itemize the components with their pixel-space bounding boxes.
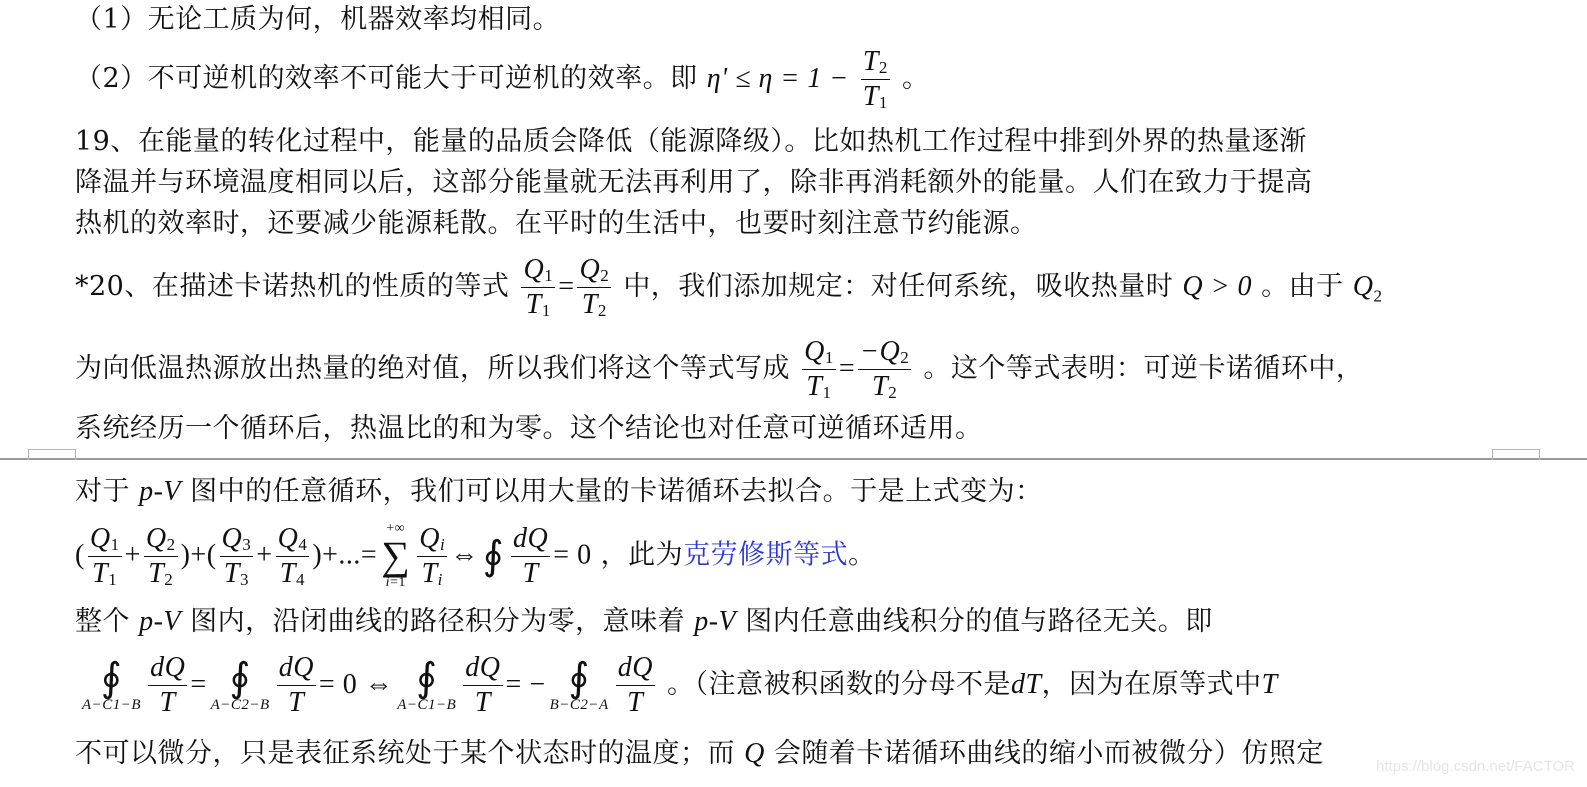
q2-over-t2: $\frac{Q_2}{T_2}$	[579, 254, 610, 320]
paragraph-20-line-3: 系统经历一个循环后，热温比的和为零。这个结论也对任意可逆循环适用。	[75, 413, 983, 444]
lower-line-5	[75, 736, 1324, 772]
t2-over-t1: $\frac{T_2}{T_1}$	[862, 46, 888, 112]
q-positive: Q > 0	[1182, 271, 1253, 302]
paragraph-19-line-2: 降温并与环境温度相同以后，这部分能量就无法再利用了，除非再消耗额外的能量。人们在致力于提高	[75, 167, 1313, 198]
q4t4: $\frac{Q_4}{T_4}$	[277, 522, 308, 589]
p20-abs: 为向低温热源放出热量的绝对值，所以我们将这个等式写成	[75, 353, 790, 384]
l5-text: 会随着卡诺循环曲线的缩小而被微分）仿照定	[773, 738, 1324, 769]
q-symbol: Q	[744, 738, 765, 769]
p20-shows: 。这个等式表明：可逆卡诺循环中，	[923, 353, 1364, 384]
l1-text: 图中的任意循环，我们可以用大量的卡诺循环去拟合。于是上式变为：	[190, 476, 1043, 507]
point-2	[75, 48, 929, 111]
dq-t-3: $\frac{dQ}{T}$	[465, 652, 501, 718]
pv-label: p-V	[139, 476, 182, 507]
note-prefix: 。（注意被积函数的分母不是	[667, 669, 1012, 700]
paragraph-19-line-3: 热机的效率时，还要减少能源耗散。在平时的生活中，也要时刻注意节约能源。	[75, 208, 1038, 239]
eq-tail: ，此为	[600, 539, 684, 571]
p20-rule: 中，我们添加规定：对任何系统，吸收热量时	[623, 271, 1174, 302]
path-integral-2: ∮ A−C2−B	[210, 655, 270, 713]
l1-prefix: 对于	[75, 476, 130, 507]
paragraph-20-line-1: *20、在描述卡诺热机的性质的等式 $\frac{Q_1}{T_1}$ = $\frac{Q_2}{T_2}$ 中，我们添加规定：对任何系统，吸收热量时 Q > 0 。由于 $Q_2$	[75, 254, 1383, 320]
q2-symbol: $Q_2$	[1352, 271, 1383, 306]
t-symbol: T	[1261, 669, 1278, 700]
paragraph-20-line-2: 为向低温热源放出热量的绝对值，所以我们将这个等式写成 $\frac{Q_1}{T_1}$ = $\frac{-Q_2}{T_2}$ 。这个等式表明：可逆卡诺循环中，	[75, 336, 1364, 402]
path-integral-4: ∮ B−C2−A	[549, 655, 609, 713]
clausius-equation: ( $\frac{Q_1}{T_1}$ + $\frac{Q_2}{T_2}$ )+( $\frac{Q_3}{T_3}$ + $\frac{Q_4}{T_4}$ )+...= +∞ ∑ i=1 $\frac{Q_i}{T_i}$ ⇔ ∮ $\frac{dQ}{T}$ = 0 ，此为克劳修斯等式。	[75, 521, 876, 590]
dq-t-1: $\frac{dQ}{T}$	[150, 652, 186, 718]
note-mid: ，因为在原等式中	[1041, 669, 1262, 700]
document-lower-page	[0, 460, 1587, 787]
watermark: https://blog.csdn.net/FACTOR	[1376, 758, 1575, 775]
neg-q2-over-t2: $\frac{-Q_2}{T_2}$	[860, 336, 910, 402]
path-integral-equation: ∮ A−C1−B $\frac{dQ}{T}$ = ∮ A−C2−B $\frac{dQ}{T}$ = 0 ⇔ ∮ A−C1−B $\frac{dQ}{T}$ = − ∮ B−C2−A $\frac{dQ}{T}$ 。（注意被积函数的分母不是dT，因为在原等式中T	[82, 652, 1278, 718]
q1t1: $\frac{Q_1}{T_1}$	[89, 522, 120, 589]
q2t2: $\frac{Q_2}{T_2}$	[145, 522, 176, 589]
lower-line-3	[75, 604, 1213, 640]
p20-since: 。由于	[1261, 271, 1344, 302]
l3-prefix: 整个	[75, 606, 130, 637]
point-2-end: 。	[901, 63, 930, 94]
qi-over-ti: $\frac{Q_i}{T_i}$	[419, 522, 446, 589]
dq-t-4: $\frac{dQ}{T}$	[617, 652, 653, 718]
sum-symbol: +∞ ∑ i=1	[381, 521, 411, 590]
dt-symbol: dT	[1011, 669, 1042, 700]
lower-line-1	[75, 474, 1043, 510]
l5-prefix: 不可以微分，只是表征系统处于某个状态时的温度；而	[75, 738, 735, 769]
point-2-text: （2）不可逆机的效率不可能大于可逆机的效率。即	[75, 63, 698, 94]
paragraph-19-line-1: 19、在能量的转化过程中，能量的品质会降低（能源降级）。比如热机工作过程中排到外界的热量逐渐	[75, 126, 1307, 157]
q1-over-t1-b: $\frac{Q_1}{T_1}$	[804, 336, 834, 402]
eq-end: 。	[848, 539, 876, 571]
l3-end: 图内任意曲线积分的值与路径无关。即	[745, 606, 1213, 637]
l3-mid: 图内，沿闭曲线的路径积分为零，意味着	[190, 606, 686, 637]
path-integral-3: ∮ A−C1−B	[397, 655, 457, 713]
point-1: （1）无论工质为何，机器效率均相同。	[75, 4, 561, 35]
path-integral-1: ∮ A−C1−B	[82, 655, 142, 713]
pv-label-3: p-V	[694, 606, 737, 637]
p20-intro: *20、在描述卡诺热机的性质的等式	[75, 271, 510, 302]
q3t3: $\frac{Q_3}{T_3}$	[221, 522, 252, 589]
pv-label-2: p-V	[139, 606, 182, 637]
clausius-link[interactable]: 克劳修斯等式	[683, 539, 849, 571]
closed-integral-icon: ∮	[482, 533, 505, 578]
dq-over-t: $\frac{dQ}{T}$	[513, 522, 549, 589]
q1-over-t1: $\frac{Q_1}{T_1}$	[523, 254, 554, 320]
efficiency-formula: η' ≤ η = 1 −	[706, 63, 849, 94]
dq-t-2: $\frac{dQ}{T}$	[278, 652, 314, 718]
